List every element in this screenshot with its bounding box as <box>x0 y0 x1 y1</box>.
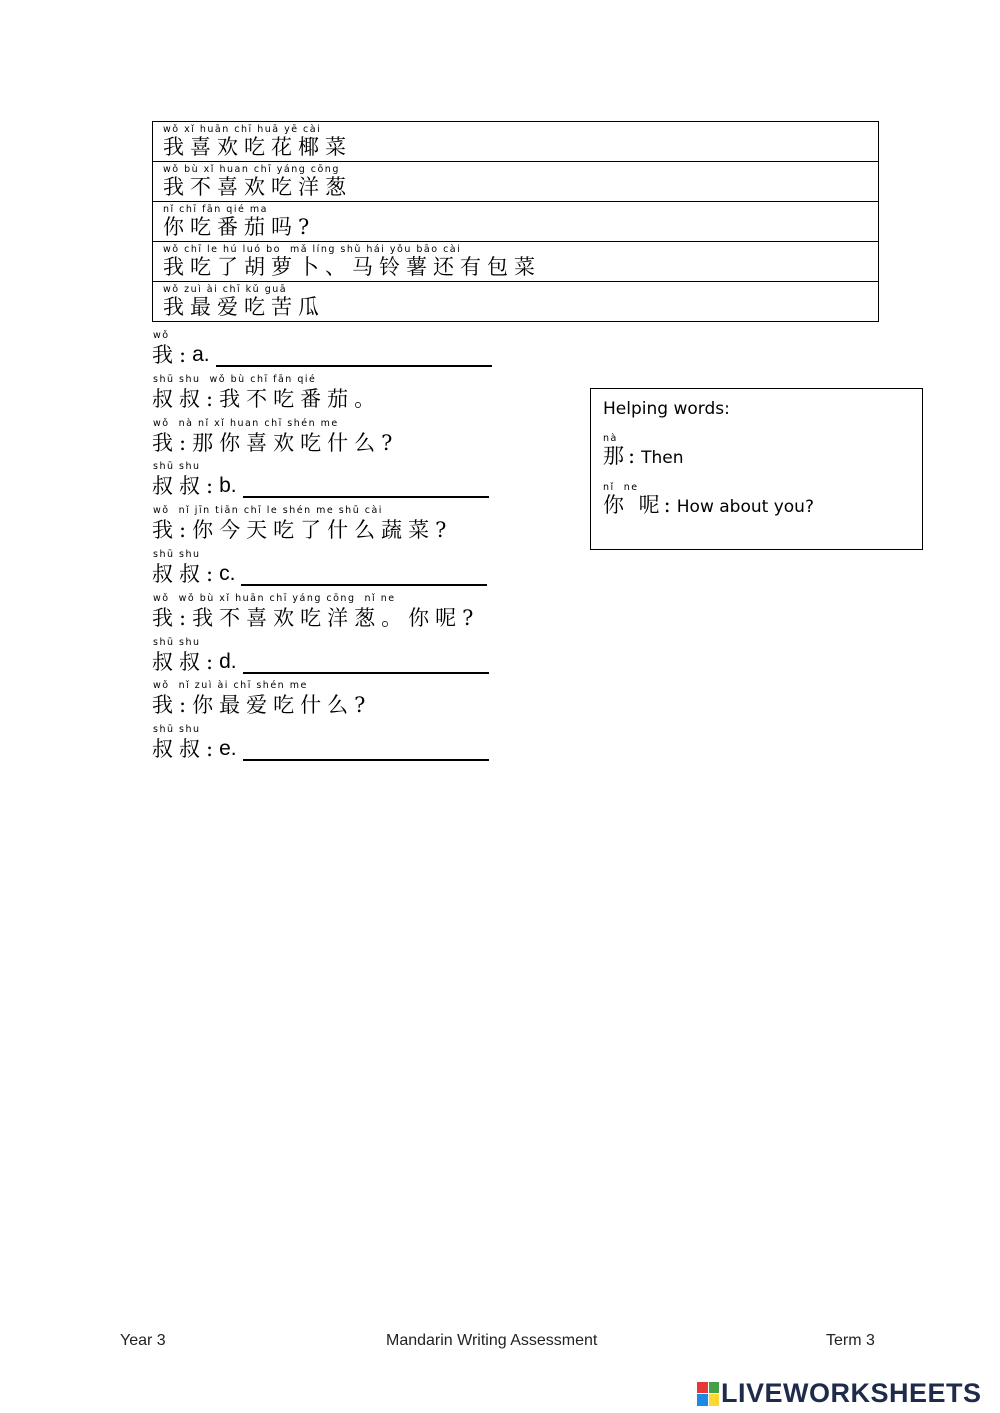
line-pinyin: wǒ nà nǐ xǐ huan chī shén me <box>153 417 339 429</box>
dialogue-line <box>152 505 572 549</box>
sentence-hanzi: 我吃了胡萝卜、马铃薯还有包菜 <box>163 255 541 279</box>
dialogue-line <box>152 549 572 593</box>
sentence-row <box>153 122 878 162</box>
sentence-hanzi: 你吃番茄吗? <box>163 215 316 239</box>
dialogue-line <box>152 418 572 462</box>
sentence-row <box>153 242 878 282</box>
footer-term: Term 3 <box>826 1332 875 1349</box>
sentence-pinyin: wǒ bù xǐ huan chī yáng cōng <box>163 164 340 175</box>
helping-word-meaning: How about you? <box>676 497 814 517</box>
sentence-pinyin: wǒ chī le hú luó bo mǎ líng shǔ hái yǒu bāo cài <box>163 244 462 255</box>
helping-word <box>603 482 910 517</box>
helping-word <box>603 433 910 468</box>
speaker-uncle: 叔叔: <box>152 561 220 586</box>
sentence-pinyin: nǐ chī fān qié ma <box>163 204 268 215</box>
answer-label-a: a. <box>192 343 210 366</box>
dialogue-line <box>152 724 572 768</box>
line-pinyin: wǒ nǐ jīn tiān chī le shén me shū cài <box>153 505 383 517</box>
answer-label-b: b. <box>219 474 237 498</box>
helping-word-hanzi: 那: <box>603 444 640 468</box>
logo-text: LIVEWORKSHEETS <box>721 1378 982 1408</box>
line-pinyin: wǒ <box>153 330 170 341</box>
liveworksheets-logo <box>697 1378 982 1409</box>
dialogue-line <box>152 637 572 681</box>
helping-words-box <box>590 388 923 550</box>
line-hanzi: 我:我不喜欢吃洋葱。你呢? <box>152 605 480 630</box>
line-hanzi: 我:你最爱吃什么? <box>152 693 372 718</box>
sentence-hanzi: 我喜欢吃花椰菜 <box>163 135 352 159</box>
helping-word-hanzi: 你 呢: <box>603 493 675 517</box>
logo-badge-icon <box>697 1382 719 1406</box>
line-pinyin: shū shu <box>153 724 201 736</box>
sentence-hanzi: 我最爱吃苦瓜 <box>163 295 325 319</box>
line-pinyin: shū shu <box>153 461 201 473</box>
line-hanzi: 我:你今天吃了什么蔬菜? <box>152 518 453 543</box>
footer-title: Mandarin Writing Assessment <box>386 1332 598 1349</box>
answer-blank-c[interactable] <box>241 562 487 586</box>
speaker-me: 我: <box>152 343 193 367</box>
line-pinyin: wǒ wǒ bù xǐ huān chī yáng cōng nǐ ne <box>153 592 396 604</box>
sentence-pinyin: wǒ zuì ài chī kǔ guā <box>163 284 288 295</box>
dialogue-line <box>152 680 572 724</box>
dialogue-line <box>152 374 572 418</box>
logo-badge-cell <box>709 1382 720 1394</box>
sentence-row <box>153 202 878 242</box>
helping-word-meaning: Then <box>641 448 684 468</box>
answer-label-c: c. <box>219 561 236 585</box>
answer-blank-a[interactable] <box>216 343 492 367</box>
footer-year: Year 3 <box>120 1332 166 1349</box>
dialogue-line <box>152 330 572 374</box>
line-pinyin: shū shu <box>153 636 201 648</box>
line-pinyin: wǒ nǐ zuì ài chī shén me <box>153 680 308 692</box>
answer-blank-d[interactable] <box>243 650 489 674</box>
speaker-uncle: 叔叔: <box>152 474 220 499</box>
speaker-uncle: 叔叔: <box>152 737 220 762</box>
helping-word-pinyin: nà <box>603 433 618 444</box>
sentence-pinyin: wǒ xǐ huān chī huā yē cài <box>163 124 322 135</box>
sentence-table <box>152 121 879 322</box>
dialogue <box>152 330 572 768</box>
line-hanzi: 叔叔:我不吃番茄。 <box>152 386 382 411</box>
sentence-hanzi: 我不喜欢吃洋葱 <box>163 175 352 199</box>
answer-label-e: e. <box>219 737 237 761</box>
speaker-uncle: 叔叔: <box>152 649 220 674</box>
logo-badge-cell <box>709 1394 720 1406</box>
sentence-row <box>153 282 878 322</box>
answer-blank-b[interactable] <box>243 474 489 498</box>
logo-badge-cell <box>697 1382 708 1394</box>
line-hanzi: 我:那你喜欢吃什么? <box>152 430 399 455</box>
answer-blank-e[interactable] <box>243 737 489 761</box>
logo-badge-cell <box>697 1394 708 1406</box>
dialogue-line <box>152 593 572 637</box>
dialogue-line <box>152 461 572 505</box>
helping-words-title: Helping words: <box>603 399 730 419</box>
line-pinyin: shū shu wǒ bù chī fān qié <box>153 373 317 385</box>
answer-label-d: d. <box>219 649 237 673</box>
sentence-row <box>153 162 878 202</box>
line-pinyin: shū shu <box>153 548 201 560</box>
helping-word-pinyin: nǐ ne <box>603 482 639 493</box>
